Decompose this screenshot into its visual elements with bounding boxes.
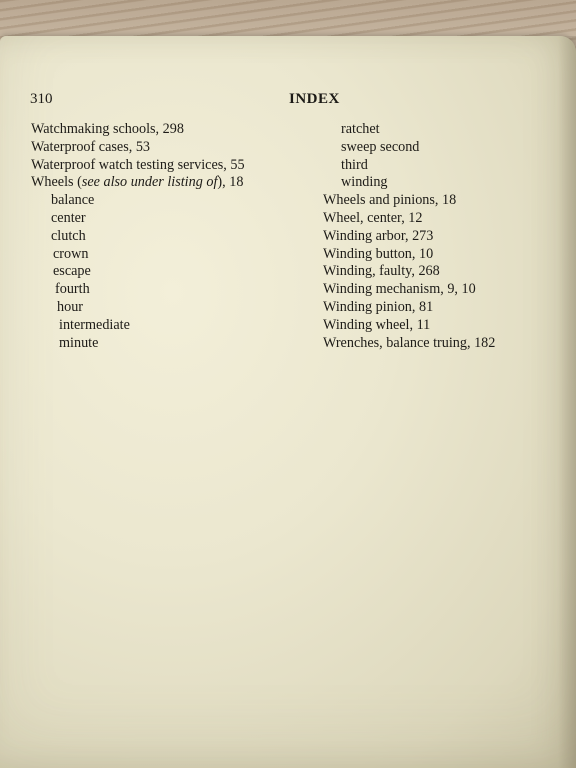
index-entry: Wheel, center, 12 — [323, 209, 423, 226]
index-entry: Winding button, 10 — [323, 245, 434, 262]
index-entry: Winding arbor, 273 — [323, 227, 434, 244]
page-title: INDEX — [289, 91, 340, 107]
index-subentry: ratchet — [341, 121, 380, 137]
index-entry: Watchmaking schools, 298 — [31, 121, 184, 137]
index-subentry: third — [341, 156, 368, 173]
entry-text: ), 18 — [217, 174, 244, 191]
cross-reference-text: see also under listing of — [81, 174, 218, 191]
index-subentry: crown — [53, 245, 89, 262]
index-subentry: center — [51, 209, 86, 226]
index-subentry: clutch — [51, 227, 86, 244]
index-subentry: escape — [53, 263, 91, 280]
index-entry-wheels — [31, 174, 321, 192]
index-entry: Waterproof cases, 53 — [31, 138, 151, 155]
index-subentry: balance — [51, 192, 95, 209]
index-subentry: sweep second — [341, 138, 420, 155]
entry-text: Wheels ( — [31, 174, 82, 191]
page-number: 310 — [30, 91, 53, 107]
index-entry: Winding mechanism, 9, 10 — [323, 281, 476, 298]
index-entry: Waterproof watch testing services, 55 — [31, 156, 245, 173]
index-subentry: hour — [57, 298, 84, 315]
index-column-left — [31, 121, 321, 352]
index-entry: Winding wheel, 11 — [323, 316, 431, 333]
index-column-right — [323, 121, 573, 352]
index-entry: Wheels and pinions, 18 — [323, 192, 457, 209]
index-subentry: winding — [341, 174, 388, 191]
index-entry: Winding, faulty, 268 — [323, 263, 440, 280]
index-subentry: minute — [59, 334, 99, 351]
index-entry: Wrenches, balance truing, 182 — [323, 334, 496, 351]
index-subentry: intermediate — [59, 316, 130, 333]
index-subentry: fourth — [55, 281, 90, 298]
index-entry: Winding pinion, 81 — [323, 298, 434, 315]
